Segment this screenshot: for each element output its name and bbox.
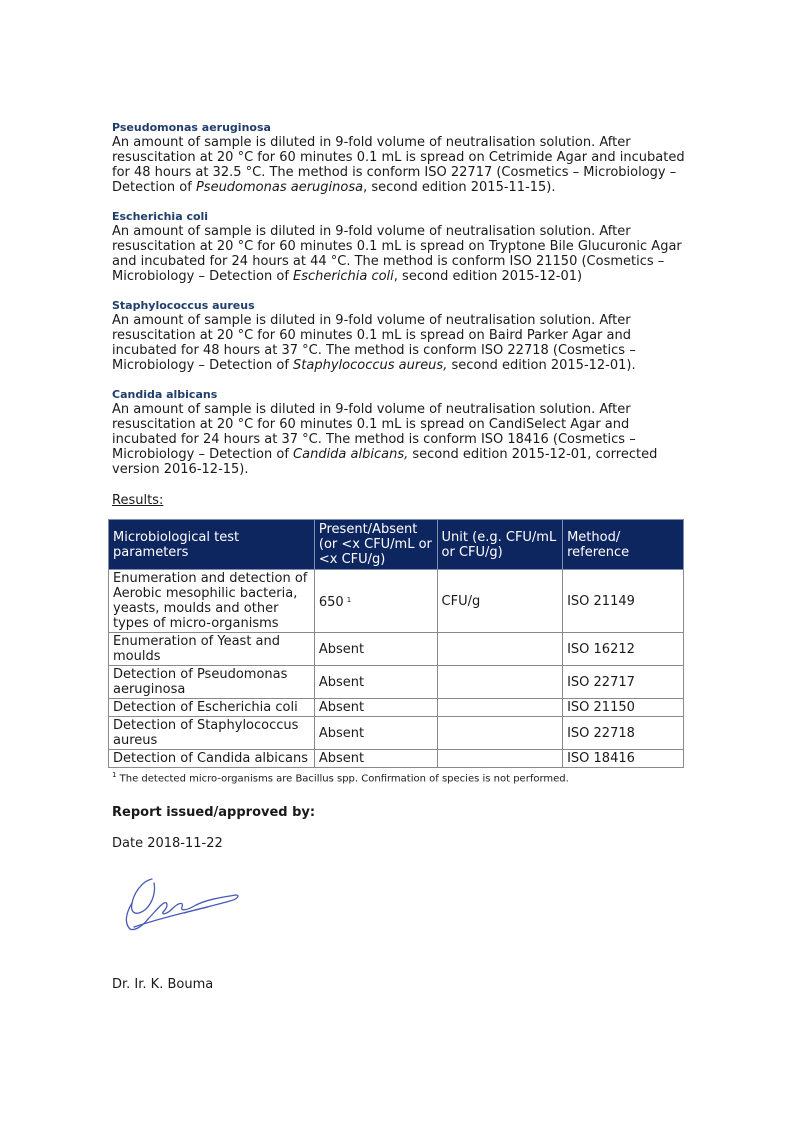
report-approved-label: Report issued/approved by: [112,805,316,821]
cell-unit [437,666,563,699]
section-pseudomonas [112,120,690,195]
cell-method: ISO 22717 [563,666,684,699]
section-body: An amount of sample is diluted in 9-fold volume of neutralisation solution. After resuscitation at 20 °C for 60 minutes 0.1 mL is spread on CandiSelect Agar and incubated for 24 hours at 37 °C. The method is conform ISO 18416 (Cosmetics – Microbiology – Detection of Candida albicans, second edition 2015-12-01, corrected version 2016-12-15). [112,402,658,477]
section-body: An amount of sample is diluted in 9-fold volume of neutralisation solution. After resuscitation at 20 °C for 60 minutes 0.1 mL is spread on Cetrimide Agar and incubated for 48 hours at 32.5 °C. The method is conform ISO 22717 (Cosmetics – Microbiology – Detection of Pseudomonas aeruginosa, second edition 2015-11-15). [112,135,685,195]
section-title: Candida albicans [112,388,218,401]
section-body: An amount of sample is diluted in 9-fold volume of neutralisation solution. After resuscitation at 20 °C for 60 minutes 0.1 mL is spread on Baird Parker Agar and incubated for 48 hours at 37 °C. The method is conform ISO 22718 (Cosmetics – Microbiology – Detection of Staphylococcus aureus, second edition 2015-12-01). [112,313,636,373]
cell-result: Absent [314,699,437,717]
section-title: Escherichia coli [112,210,209,223]
cell-parameter: Detection of Staphylococcus aureus [109,717,315,750]
table-row [109,570,684,633]
cell-method: ISO 21150 [563,699,684,717]
table-header-row [109,520,684,570]
cell-result: Absent [314,717,437,750]
cell-parameter: Enumeration of Yeast and moulds [109,633,315,666]
cell-parameter: Enumeration and detection of Aerobic mesophilic bacteria, yeasts, moulds and other types of micro-organisms [109,570,315,633]
cell-unit: CFU/g [437,570,563,633]
section-escherichia [112,209,690,284]
results-label: Results: [112,493,164,508]
table-row [109,699,684,717]
cell-result: Absent [314,666,437,699]
cell-unit [437,699,563,717]
header-unit: Unit (e.g. CFU/mL or CFU/g) [437,520,563,570]
cell-method: ISO 16212 [563,633,684,666]
cell-parameter: Detection of Pseudomonas aeruginosa [109,666,315,699]
table-footnote: $^1$ The detected micro-organisms are Bacillus spp. Confirmation of species is not performed. [112,771,569,785]
cell-method: ISO 21149 [563,570,684,633]
section-candida [112,387,690,477]
header-method: Method/ reference [563,520,684,570]
cell-result: Absent [314,633,437,666]
signature-image [112,873,242,935]
section-title: Staphylococcus aureus [112,299,255,312]
cell-result: 650 $^1$ [314,570,437,633]
cell-parameter: Detection of Candida albicans [109,750,315,768]
document-page [112,120,690,992]
cell-parameter: Detection of Escherichia coli [109,699,315,717]
section-body: An amount of sample is diluted in 9-fold volume of neutralisation solution. After resuscitation at 20 °C for 60 minutes 0.1 mL is spread on Tryptone Bile Glucuronic Agar and incubated for 24 hours at 44 °C. The method is conform ISO 21150 (Cosmetics – Microbiology – Detection of Escherichia coli, second edition 2015-12-01) [112,224,682,284]
table-row [109,666,684,699]
cell-method: ISO 18416 [563,750,684,768]
footnote-marker: 1 [346,595,352,604]
report-date: Date 2018-11-22 [112,836,223,852]
table-row [109,750,684,768]
header-parameters: Microbiological test parameters [109,520,315,570]
table-row [109,717,684,750]
cell-unit [437,717,563,750]
cell-unit [437,633,563,666]
results-table [108,519,684,768]
section-title: Pseudomonas aeruginosa [112,121,271,134]
cell-method: ISO 22718 [563,717,684,750]
table-row [109,633,684,666]
cell-unit [437,750,563,768]
section-staphylococcus [112,298,690,373]
cell-result: Absent [314,750,437,768]
header-present-absent: Present/Absent (or <x CFU/mL or <x CFU/g) [314,520,437,570]
signatory-name: Dr. Ir. K. Bouma [112,977,214,993]
